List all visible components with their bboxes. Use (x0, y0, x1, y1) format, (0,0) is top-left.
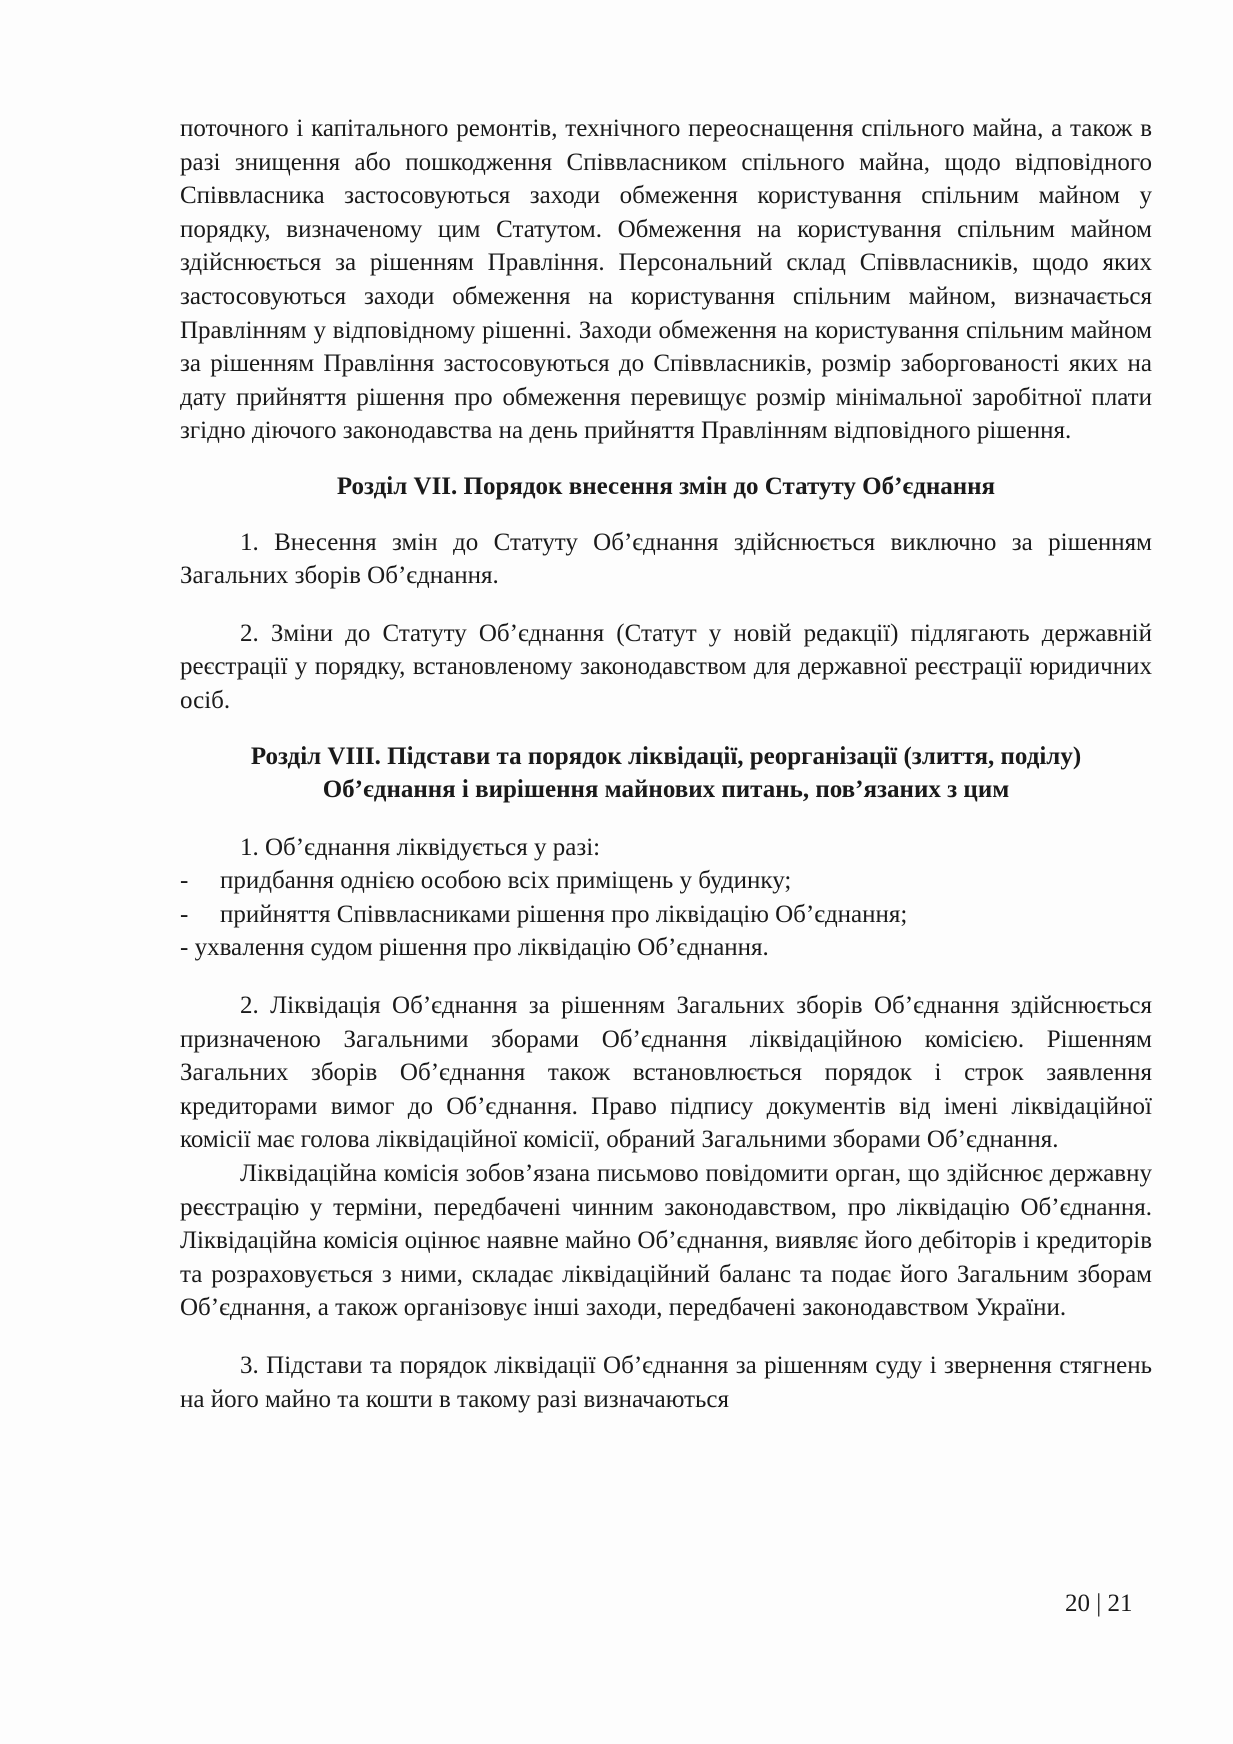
section-7-heading: Розділ VII. Порядок внесення змін до Статуту Об’єднання (336, 472, 996, 500)
dash-marker: - (180, 867, 189, 895)
list-item: - ухвалення судом рішення про ліквідацію Об’єднання. (180, 934, 769, 962)
section-8-paragraph-3: 3. Підстави та порядок ліквідації Об’єднання за рішенням суду і звернення стягнень на його майно та кошти в такому разі визначаються (180, 1352, 1152, 1413)
section-8-paragraph-2: 2. Ліквідація Об’єднання за рішенням Загальних зборів Об’єднання здійснюється призначеною Загальними зборами Об’єднання ліквідаційною комісією. Рішенням Загальних зборів Об’єднання також встановлюється порядок і строк заявлення кредиторами вимог до Об’єднання. Право підпису документів від імені ліквідаційної комісії має голова ліквідаційної комісії, обраний Загальними зборами Об’єднання. (180, 992, 1152, 1154)
section-8-paragraph-2b: Ліквідаційна комісія зобов’язана письмово повідомити орган, що здійснює державну реєстрацію у терміни, передбачені чинним законодавством, про ліквідацію Об’єднання. Ліквідаційна комісія оцінює наявне майно Об’єднання, виявляє його дебіторів і кредиторів та розраховується з ними, складає ліквідаційний баланс та подає його Загальним зборам Об’єднання, а також організовує інші заходи, передбачені законодавством України. (180, 1160, 1152, 1322)
list-item (180, 898, 1152, 932)
list-item-text: придбання однією особою всіх приміщень у будинку; (220, 867, 792, 895)
list-item (180, 864, 1152, 898)
section-8-heading-line-1: Розділ VIII. Підстави та порядок ліквідації, реорганізації (злиття, поділу) (250, 742, 1082, 770)
page-number: 20 | 21 (1065, 1590, 1133, 1617)
dash-marker: - (180, 900, 189, 928)
list-item: 1. Об’єднання ліквідується у разі: (240, 833, 601, 861)
intro-paragraph: поточного і капітального ремонтів, технічного переоснащення спільного майна, а також в разі знищення або пошкодження Співвласником спільного майна, щодо відповідного Співвласника застосовуються заходи обмеження користування спільним майном у порядку, визначеному цим Статутом. Обмеження на користування спільним майном здійснюється за рішенням Правління. Персональний склад Співвласників, щодо яких застосовуються заходи обмеження на користування спільним майном, визначається Правлінням у відповідному рішенні. Заходи обмеження на користування спільним майном за рішенням Правління застосовуються до Співвласників, розмір заборгованості яких на дату прийняття рішення про обмеження перевищує розмір мінімальної заробітної плати згідно діючого законодавства на день прийняття Правлінням відповідного рішення. (180, 115, 1152, 445)
section-7-paragraph-1: 1. Внесення змін до Статуту Об’єднання здійснюється виключно за рішенням Загальних зборів Об’єднання. (180, 528, 1152, 590)
document-body (180, 112, 1152, 1416)
section-8-heading-line-2: Об’єднання і вирішення майнових питань, пов’язаних з цим (322, 776, 1010, 804)
liquidation-grounds-list (180, 831, 1152, 965)
list-item-text: прийняття Співвласниками рішення про ліквідацію Об’єднання; (220, 900, 908, 928)
section-7-paragraph-2: 2. Зміни до Статуту Об’єднання (Статут у новій редакції) підлягають державній реєстрації у порядку, встановленому законодавством для державної реєстрації юридичних осіб. (180, 619, 1152, 714)
